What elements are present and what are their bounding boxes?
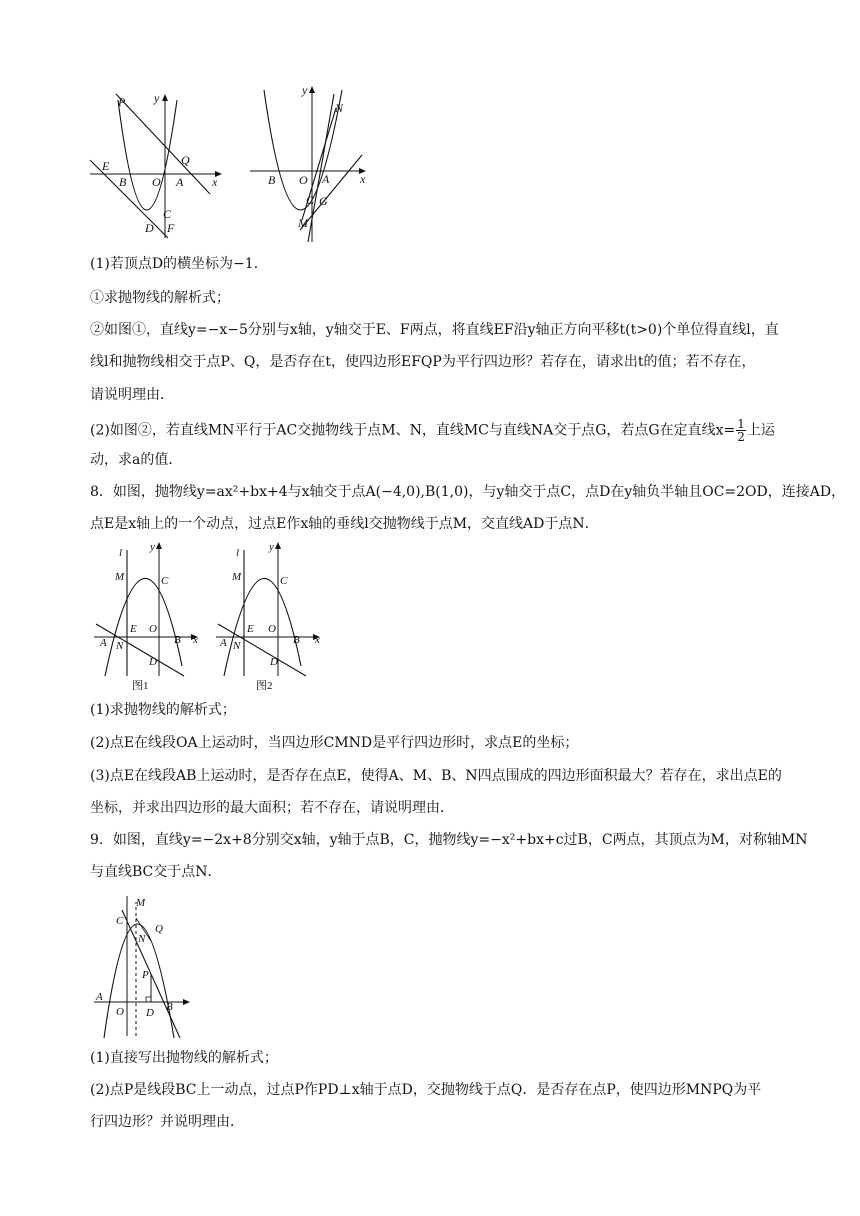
figure-8-2 (214, 536, 332, 692)
q8-part3-line2: 坐标，并求出四边形的最大面积；若不存在，请说明理由． (90, 800, 454, 816)
label-O: O (268, 623, 276, 635)
figure-2-svg (246, 80, 376, 245)
label-Q: Q (155, 923, 163, 935)
label-A: A (322, 172, 330, 186)
label-B: B (174, 634, 181, 646)
label-A: A (100, 637, 107, 649)
figure-2-parallel-lines (246, 80, 376, 245)
label-N: N (138, 933, 146, 945)
label-O: O (299, 173, 308, 187)
q9-stem-line2: 与直线BC交于点N． (90, 864, 222, 880)
label-x: x (315, 634, 320, 646)
label-x: x (360, 172, 366, 186)
label-M: M (136, 897, 146, 909)
label-y: y (302, 83, 308, 97)
q7-part2-text-end: 上运 (746, 422, 775, 439)
q8-stem-line1: 8．如图，抛物线y=ax²+bx+4与x轴交于点A(−4,0),B(1,0)，与y轴交于点C，点D在y轴负半轴且OC=2OD，连接AD， (90, 484, 846, 500)
label-N: N (335, 101, 344, 115)
label-B: B (268, 173, 276, 187)
figure-9 (92, 890, 198, 1042)
label-C: C (161, 575, 169, 587)
label-E: E (102, 159, 110, 173)
label-E: E (130, 623, 137, 635)
label-l: l (119, 547, 123, 559)
label-B: B (119, 175, 127, 189)
fraction-one-half (736, 418, 746, 443)
label-C: C (163, 207, 172, 221)
label-O: O (152, 175, 161, 189)
label-l: l (236, 547, 240, 559)
q7-part1-sub2-line2: 线l和抛物线相交于点P、Q，是否存在t，使四边形EFQP为平行四边形？若存在，请求出t的值；若不存在， (90, 354, 756, 370)
label-D: D (149, 656, 157, 668)
figure-1-svg (88, 90, 228, 240)
label-A: A (176, 175, 184, 189)
q7-part2-line2: 动，求a的值． (90, 452, 183, 468)
label-B: B (166, 1001, 173, 1013)
figure-8-1 (92, 536, 210, 692)
label-O: O (149, 623, 157, 635)
label-C: C (306, 193, 315, 207)
q9-part1: (1)直接写出抛物线的解析式； (90, 1050, 278, 1066)
label-A: A (96, 991, 103, 1003)
label-N: N (233, 640, 241, 652)
label-G: G (319, 194, 328, 208)
q9-part2-line2: 行四边形？并说明理由． (90, 1114, 244, 1130)
q7-part1-sub2-line1: ②如图①，直线y=−x−5分别与x轴，y轴交于E、F两点，将直线EF沿y轴正方向平移t(t>0)个单位得直线l，直 (90, 322, 779, 338)
label-y: y (150, 541, 155, 553)
q7-part1: (1)若顶点D的横坐标为−1． (90, 256, 268, 272)
label-N: N (116, 640, 124, 652)
q8-stem-line2: 点E是x轴上的一个动点，过点E作x轴的垂线l交抛物线于点M，交直线AD于点N． (90, 516, 599, 532)
q8-part2: (2)点E在线段OA上运动时，当四边形CMND是平行四边形时，求点E的坐标； (90, 735, 579, 751)
q7-part1-sub2-line3: 请说明理由． (90, 387, 174, 403)
label-C: C (116, 915, 124, 927)
figure-9-svg (92, 890, 198, 1042)
label-D: D (145, 221, 154, 235)
q7-part2-text: (2)如图②，若直线MN平行于AC交抛物线于点M、N，直线MC与直线NA交于点G，若点G在定直线x= (90, 422, 736, 439)
q7-part1-sub1: ①求抛物线的解析式； (90, 290, 230, 306)
label-D: D (146, 1007, 154, 1019)
q8-part1: (1)求抛物线的解析式； (90, 702, 236, 718)
label-Q: Q (181, 153, 190, 167)
figure-8-1-svg (92, 536, 210, 692)
q8-part3-line1: (3)点E在线段AB上运动时，是否存在点E，使得A、M、B、N四点围成的四边形面积最大？若存在，求出点E的 (90, 768, 782, 784)
label-F: F (167, 221, 175, 235)
figure-8-2-svg (214, 536, 332, 692)
label-P: P (142, 969, 149, 981)
label-y: y (154, 91, 160, 105)
fraction-numerator: 1 (737, 417, 745, 431)
label-M: M (298, 216, 308, 230)
label-B: B (293, 634, 300, 646)
label-A: A (220, 637, 227, 649)
label-O: O (116, 1006, 124, 1018)
label-C: C (280, 575, 288, 587)
q7-part2-line1 (90, 418, 780, 443)
label-y: y (269, 541, 274, 553)
label-P: P (118, 95, 126, 109)
fraction-denominator: 2 (737, 430, 745, 444)
label-x: x (212, 175, 218, 189)
figure-caption: 图1 (132, 680, 149, 692)
label-M: M (115, 571, 125, 583)
label-M: M (232, 571, 242, 583)
figure-1-parabola-translation (88, 90, 228, 240)
label-D: D (270, 656, 278, 668)
label-x: x (193, 634, 198, 646)
label-E: E (247, 623, 254, 635)
figure-caption: 图2 (256, 680, 273, 692)
q9-part2-line1: (2)点P是线段BC上一动点，过点P作PD⊥x轴于点D，交抛物线于点Q．是否存在点P，使四边形MNPQ为平 (90, 1082, 762, 1098)
q9-stem-line1: 9．如图，直线y=−2x+8分别交x轴，y轴于点B，C，抛物线y=−x²+bx+c过B，C两点，其顶点为M，对称轴MN (90, 832, 808, 848)
